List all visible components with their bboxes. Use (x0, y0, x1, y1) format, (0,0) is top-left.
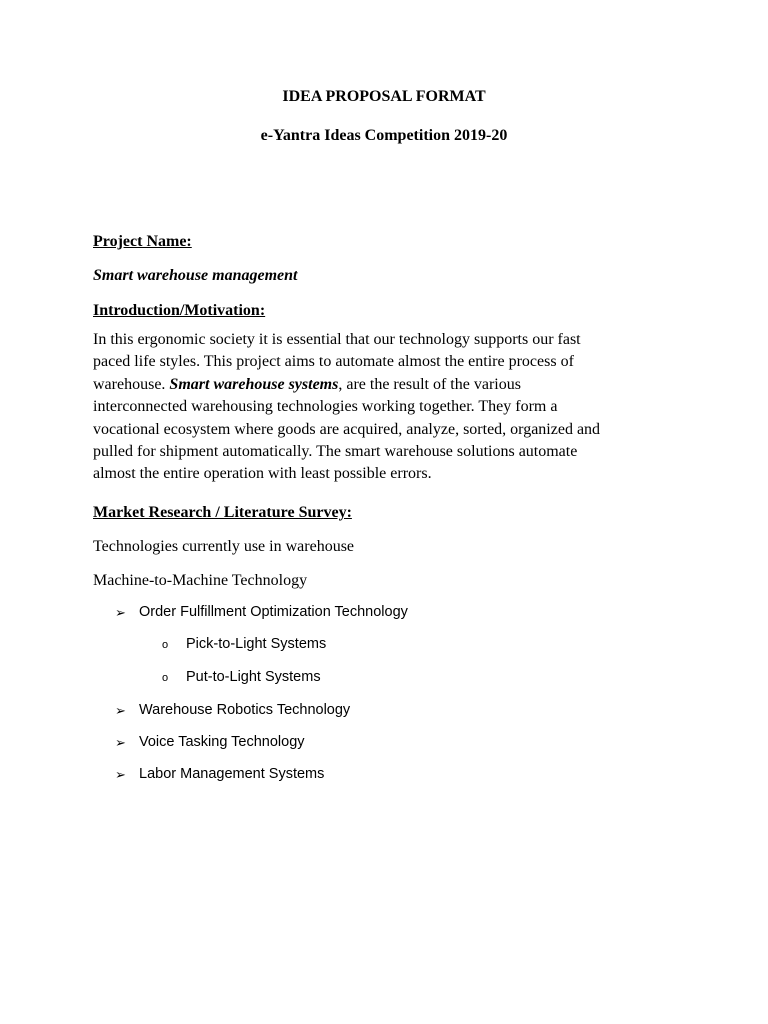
bullet-text: Order Fulfillment Optimization Technology (139, 604, 408, 620)
introduction-line: vocational ecosystem where goods are acquired, analyze, sorted, organized and (93, 420, 601, 438)
project-name-heading: Project Name: (93, 233, 192, 250)
arrow-bullet-icon: ➢ (115, 767, 126, 782)
emphasized-term: Smart warehouse systems (169, 375, 339, 393)
introduction-line: interconnected warehousing technologies working together. They form a (93, 398, 558, 416)
introduction-line: almost the entire operation with least possible errors. (93, 465, 432, 483)
introduction-line-end: , are the result of the various (338, 375, 521, 393)
document-subtitle: e-Yantra Ideas Competition 2019-20 (260, 127, 508, 144)
introduction-line: In this ergonomic society it is essential that our technology supports our fast (93, 331, 581, 348)
introduction-paragraph (93, 329, 683, 486)
bullet-text: Warehouse Robotics Technology (139, 702, 351, 718)
introduction-line-start: warehouse. (93, 375, 170, 393)
market-research-heading: Market Research / Literature Survey: (93, 504, 352, 521)
bullet-text: Voice Tasking Technology (139, 734, 305, 750)
arrow-bullet-icon: ➢ (115, 605, 126, 620)
circle-bullet-icon: o (162, 672, 169, 684)
project-name-value: Smart warehouse management (93, 267, 298, 284)
document-title: IDEA PROPOSAL FORMAT (282, 88, 486, 105)
circle-bullet-icon: o (162, 639, 169, 651)
sub-bullet-text: Pick-to-Light Systems (186, 636, 327, 652)
introduction-line: pulled for shipment automatically. The smart warehouse solutions automate (93, 443, 578, 461)
technologies-line: Technologies currently use in warehouse (93, 538, 355, 555)
m2m-technology-line: Machine-to-Machine Technology (93, 572, 308, 589)
bullet-text: Labor Management Systems (139, 766, 325, 782)
introduction-line: paced life styles. This project aims to automate almost the entire process of (93, 353, 574, 371)
arrow-bullet-icon: ➢ (115, 735, 126, 750)
introduction-line (93, 374, 683, 396)
sub-bullet-text: Put-to-Light Systems (186, 669, 321, 685)
arrow-bullet-icon: ➢ (115, 703, 126, 718)
introduction-heading: Introduction/Motivation: (93, 302, 266, 319)
